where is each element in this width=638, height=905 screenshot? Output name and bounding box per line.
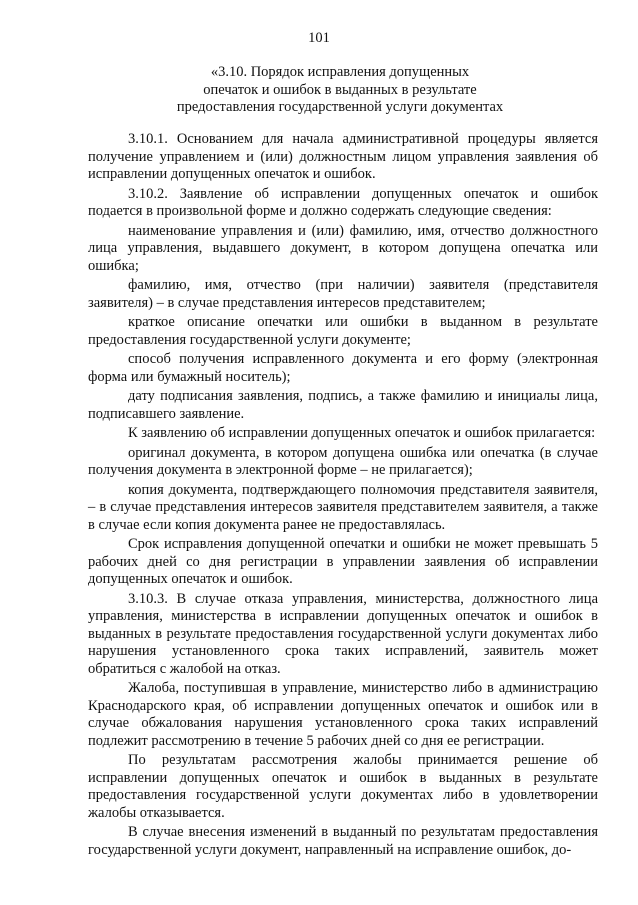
heading-line-1: «3.10. Порядок исправления допущенных: [210, 64, 470, 80]
paragraph-attachments: К заявлению об исправлении допущенных опечаток и ошибок прилагается:: [128, 425, 596, 441]
list-item-original-document: оригинал документа, в котором допущена ошибка или опечатка (в случае получения документа в электронной форме – не прилагается);: [88, 444, 598, 478]
list-item-authority-copy: копия документа, подтверждающего полномочия представителя заявителя, – в случае представления интересов заявителя представителем заявителя, а также в случае если копия документа ранее не предоставлялась.: [88, 481, 598, 533]
list-item-error-description: краткое описание опечатки или ошибки в выданном в результате предоставления государственной услуги документе;: [88, 314, 598, 348]
paragraph-complaint-result: По результатам рассмотрения жалобы принимается решение об исправлении допущенных опечаток и ошибок в выданных в результате предоставления государственной услуги документах либо в удовлетворении жалобы отказывается.: [88, 752, 598, 821]
document-body: [88, 131, 598, 859]
paragraph-3-10-2: 3.10.2. Заявление об исправлении допущенных опечаток и ошибок подается в произвольной форме и должно содержать следующие сведения:: [88, 185, 598, 219]
page-number: 101: [308, 30, 330, 46]
section-heading: [150, 64, 530, 117]
heading-line-2: опечаток и ошибок в выданных в результате: [203, 81, 477, 98]
paragraph-correction-deadline: Срок исправления допущенной опечатки и ошибки не может превышать 5 рабочих дней со дня регистрации в управлении заявления об исправлении допущенных опечаток и ошибок.: [88, 536, 598, 587]
list-item-applicant-name: фамилию, имя, отчество (при наличии) заявителя (представителя заявителя) – в случае представления интересов представителем;: [88, 277, 598, 311]
list-item-authority-name: наименование управления и (или) фамилию, имя, отчество должностного лица управления, выдавшего документ, в котором допущена опечатка или ошибка;: [88, 222, 598, 274]
paragraph-amendments: В случае внесения изменений в выданный по результатам предоставления государственной услуги документ, направленный на исправление ошибок, до-: [88, 824, 598, 858]
list-item-signature-date: дату подписания заявления, подпись, а также фамилию и инициалы лица, подписавшего заявление.: [88, 388, 598, 422]
paragraph-3-10-1: 3.10.1. Основанием для начала административной процедуры является получение управлением и (или) должностным лицом управления заявления об исправлении допущенных опечаток и ошибок.: [88, 131, 598, 182]
heading-line-3: предоставления государственной услуги документах: [176, 99, 504, 115]
paragraph-complaint: Жалоба, поступившая в управление, министерство либо в администрацию Краснодарского края, об исправлении допущенных опечаток и ошибок или в случае обжалования нарушения установленного срока таких исправлений подлежит рассмотрению в течение 5 рабочих дней со дня ее регистрации.: [88, 680, 598, 749]
paragraph-3-10-3: 3.10.3. В случае отказа управления, министерства, должностного лица управления, министерства в исправлении допущенных опечаток и ошибок в выданных в результате предоставления государственной услуги документах либо нарушения установленного срока таких исправлений, заявитель может обратиться с жалобой на отказ.: [88, 590, 598, 677]
list-item-delivery-method: способ получения исправленного документа и его форму (электронная форма или бумажный носитель);: [88, 351, 598, 385]
